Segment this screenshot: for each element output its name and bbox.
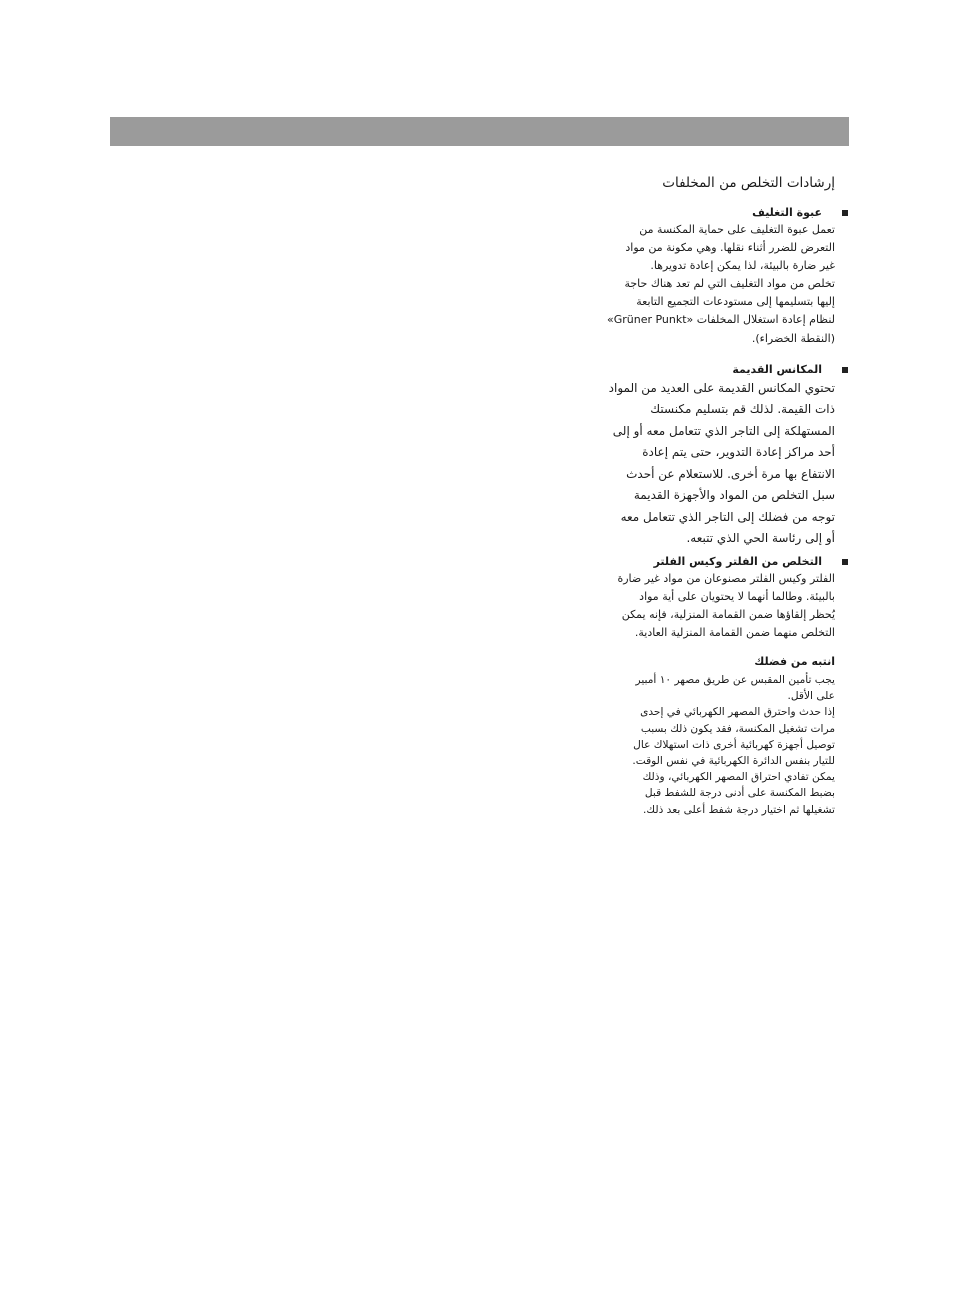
text-line: للتيار بنفس الدائرة الكهربائية في نفس الوقت.	[632, 755, 835, 768]
text-line: تشغيلها ثم اختيار درجة شفط أعلى بعد ذلك.	[643, 803, 835, 816]
header-bar	[110, 117, 849, 146]
text-line: مرات تشغيل المكنسة، فقد يكون ذلك بسبب	[640, 722, 835, 735]
section-old-vacuums	[560, 362, 835, 550]
text-line: بالبيئة. وطالما أنهما لا يحتويان على أية مواد	[639, 589, 835, 603]
text-line: توجه من فضلك إلى التاجر الذي تتعامل معه	[620, 509, 835, 524]
section-heading-text: المكانس القديمة	[732, 362, 822, 376]
text-line: التخلص منهما ضمن القمامة المنزلية العادية.	[634, 625, 835, 639]
content-column	[560, 173, 835, 818]
section-heading-text: عبوة التغليف	[752, 206, 822, 219]
text-line: المستهلكة إلى التاجر الذي تتعامل معه أو إلى	[612, 423, 835, 438]
section-heading	[560, 362, 835, 378]
text-line: إذا حدث واحترق المصهر الكهربائي في إحدى	[640, 706, 835, 719]
text-line: تخلص من مواد التغليف التي لم تعد هناك حاجة	[624, 277, 835, 291]
section-body	[560, 378, 835, 550]
notice-body	[560, 672, 835, 818]
text-line: بضبط المكنسة على أدنى درجة للشفط قبل	[644, 787, 835, 800]
text-line: غير ضارة بالبيئة، لذا يمكن إعادة تدويرها.	[650, 259, 835, 273]
bullet-icon	[842, 367, 848, 373]
text-line: تعمل عبوة التغليف على حماية المكنسة من	[639, 223, 835, 236]
section-packaging	[560, 205, 835, 348]
text-line: ذات القيمة. لذلك قم بتسليم مكنستك	[650, 402, 835, 417]
text-line: على الأقل.	[787, 690, 835, 703]
notice-block	[560, 654, 835, 818]
bullet-icon	[842, 210, 848, 216]
page-title: إرشادات التخلص من المخلفات	[662, 175, 835, 191]
text-line: إليها بتسليمها إلى مستودعات التجميع التابعة	[636, 295, 835, 309]
text-line: أو إلى رئاسة الحي الذي تتبعه.	[686, 531, 835, 546]
text-line: يُحظر إلقاؤها ضمن القمامة المنزلية، فإنه يمكن	[621, 607, 835, 621]
section-heading	[560, 205, 835, 221]
text-line: سبل التخلص من المواد والأجهزة القديمة	[633, 488, 835, 503]
text-line: أحد مراكز إعادة التدوير، حتى يتم إعادة	[642, 445, 835, 460]
text-line: توصيل أجهزة كهربائية أخرى ذات استهلاك عال	[633, 738, 835, 751]
bullet-icon	[842, 559, 848, 565]
text-line: التعرض للضرر أثناء نقلها. وهي مكونة من مواد	[625, 241, 835, 255]
text-line: الانتفاع بها مرة أخرى. للاستعلام عن أحدث	[626, 466, 835, 481]
text-line: يمكن تفادي احتراق المصهر الكهربائي، وذلك	[642, 771, 835, 784]
text-line: يجب تأمين المقبس عن طريق مصهر ١٠ أمبير	[635, 674, 835, 687]
text-line: تحتوي المكانس القديمة على العديد من المواد	[608, 380, 835, 395]
section-heading-text: التخلص من الفلتر وكيس الفلتر	[653, 554, 822, 568]
section-body	[560, 221, 835, 348]
section-body	[560, 570, 835, 642]
notice-title: انتبه من فضلك	[754, 655, 835, 669]
text-line: لنظام إعادة استغلال المخلفات «Grüner Punkt»	[606, 313, 835, 327]
text-line: (النقطة الخضراء).	[751, 331, 835, 345]
text-line: الفلتر وكيس الفلتر مصنوعان من مواد غير ضارة	[617, 571, 835, 585]
section-filter-disposal	[560, 554, 835, 642]
section-heading	[560, 554, 835, 570]
